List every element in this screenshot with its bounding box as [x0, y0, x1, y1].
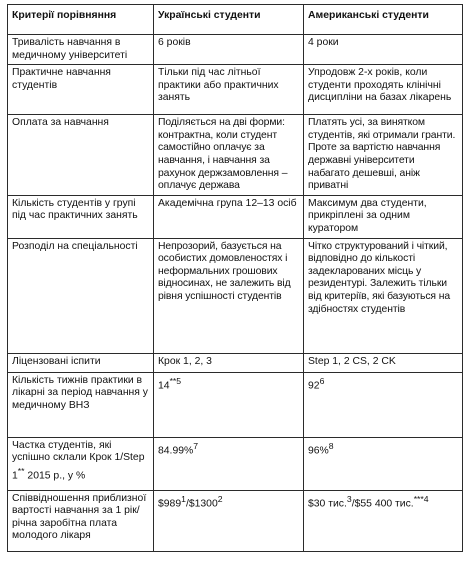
footnote-mark: 8 — [328, 440, 334, 451]
cell-value: 14 — [158, 380, 170, 391]
table-row — [8, 238, 463, 353]
table-header-row — [8, 5, 463, 35]
footnote-mark: ***4 — [413, 493, 429, 504]
table-row — [8, 372, 463, 437]
criterion-cell: Розподіл на спеціальності — [8, 238, 154, 353]
ukrainian-cell — [154, 490, 304, 551]
header-ukrainian-students: Українські студенти — [154, 5, 304, 35]
american-cell: Платять усі, за винятком студентів, які отримали гранти. Проте за вартістю навчання державні університети набагато дешевші, аніж приватні — [304, 115, 463, 196]
cell-value: 92 — [308, 380, 320, 391]
american-cell: Чітко структурований і чіткий, відповідно до кількості задекларованих місць у резидентурі. Залежить тільки від критеріїв, які базуються на здібностях студентів — [304, 238, 463, 353]
criterion-cell: Оплата за навчання — [8, 115, 154, 196]
american-cell: 4 роки — [304, 35, 463, 65]
footnote-mark: 1 — [181, 493, 186, 504]
table-row — [8, 35, 463, 65]
cell-text: Частка студентів, які успішно склали Крок 1/Step 1 — [12, 439, 145, 482]
table-row — [8, 115, 463, 196]
american-cell: Step 1, 2 CS, 2 CK — [304, 353, 463, 372]
header-criteria: Критерії порівняння — [8, 5, 154, 35]
american-cell — [304, 490, 463, 551]
footnote-mark: 2 — [217, 493, 223, 504]
criterion-cell: Кількість тижнів практики в лікарні за період навчання у медичному ВНЗ — [8, 372, 154, 437]
criterion-cell: Співвідношення приблизної вартості навчання за 1 рік/річна заробітна плата молодого лікаря — [8, 490, 154, 551]
footnote-mark: 3 — [346, 493, 352, 504]
ukrainian-cell: Крок 1, 2, 3 — [154, 353, 304, 372]
criterion-cell: Ліцензовані іспити — [8, 353, 154, 372]
table-row — [8, 65, 463, 115]
footnote-mark: 6 — [319, 375, 325, 386]
comparison-table — [7, 4, 463, 552]
cell-value: /$1300 — [185, 498, 218, 509]
ukrainian-cell: 6 років — [154, 35, 304, 65]
cell-value: $30 тис. — [308, 498, 347, 509]
criterion-cell — [8, 437, 154, 490]
criterion-cell: Тривалість навчання в медичному університеті — [8, 35, 154, 65]
table-row — [8, 437, 463, 490]
cell-text: 2015 р., у % — [24, 470, 86, 482]
cell-value: $989 — [158, 498, 182, 509]
ukrainian-cell: Академічна група 12–13 осіб — [154, 195, 304, 238]
footnote-mark: **5 — [169, 375, 182, 386]
header-american-students: Американські студенти — [304, 5, 463, 35]
ukrainian-cell — [154, 437, 304, 490]
cell-value: 96% — [308, 445, 329, 456]
table-row — [8, 490, 463, 551]
american-cell — [304, 372, 463, 437]
ukrainian-cell — [154, 372, 304, 437]
criterion-cell: Кількість студентів у групі під час практичних занять — [8, 195, 154, 238]
criterion-cell: Практичне навчання студентів — [8, 65, 154, 115]
cell-value: 84.99% — [158, 445, 194, 456]
ukrainian-cell: Поділяється на дві форми: контрактна, коли студент самостійно оплачує за навчання, і навчання за рахунок держзамовлення – оплачує держава — [154, 115, 304, 196]
ukrainian-cell: Непрозорий, базується на особистих домовленостях і неформальних грошових відносинах, не залежить від рівня успішності студентів — [154, 238, 304, 353]
footnote-mark: ** — [17, 465, 25, 476]
table-row — [8, 353, 463, 372]
ukrainian-cell: Тільки під час літньої практики або практичних занять — [154, 65, 304, 115]
american-cell: Максимум два студенти, прикріплені за одним куратором — [304, 195, 463, 238]
american-cell — [304, 437, 463, 490]
footnote-mark: 7 — [193, 440, 199, 451]
american-cell: Упродовж 2-х років, коли студенти проходять клінічні дисципліни на базах лікарень — [304, 65, 463, 115]
cell-value: /$55 400 тис. — [351, 498, 414, 509]
table-row — [8, 195, 463, 238]
